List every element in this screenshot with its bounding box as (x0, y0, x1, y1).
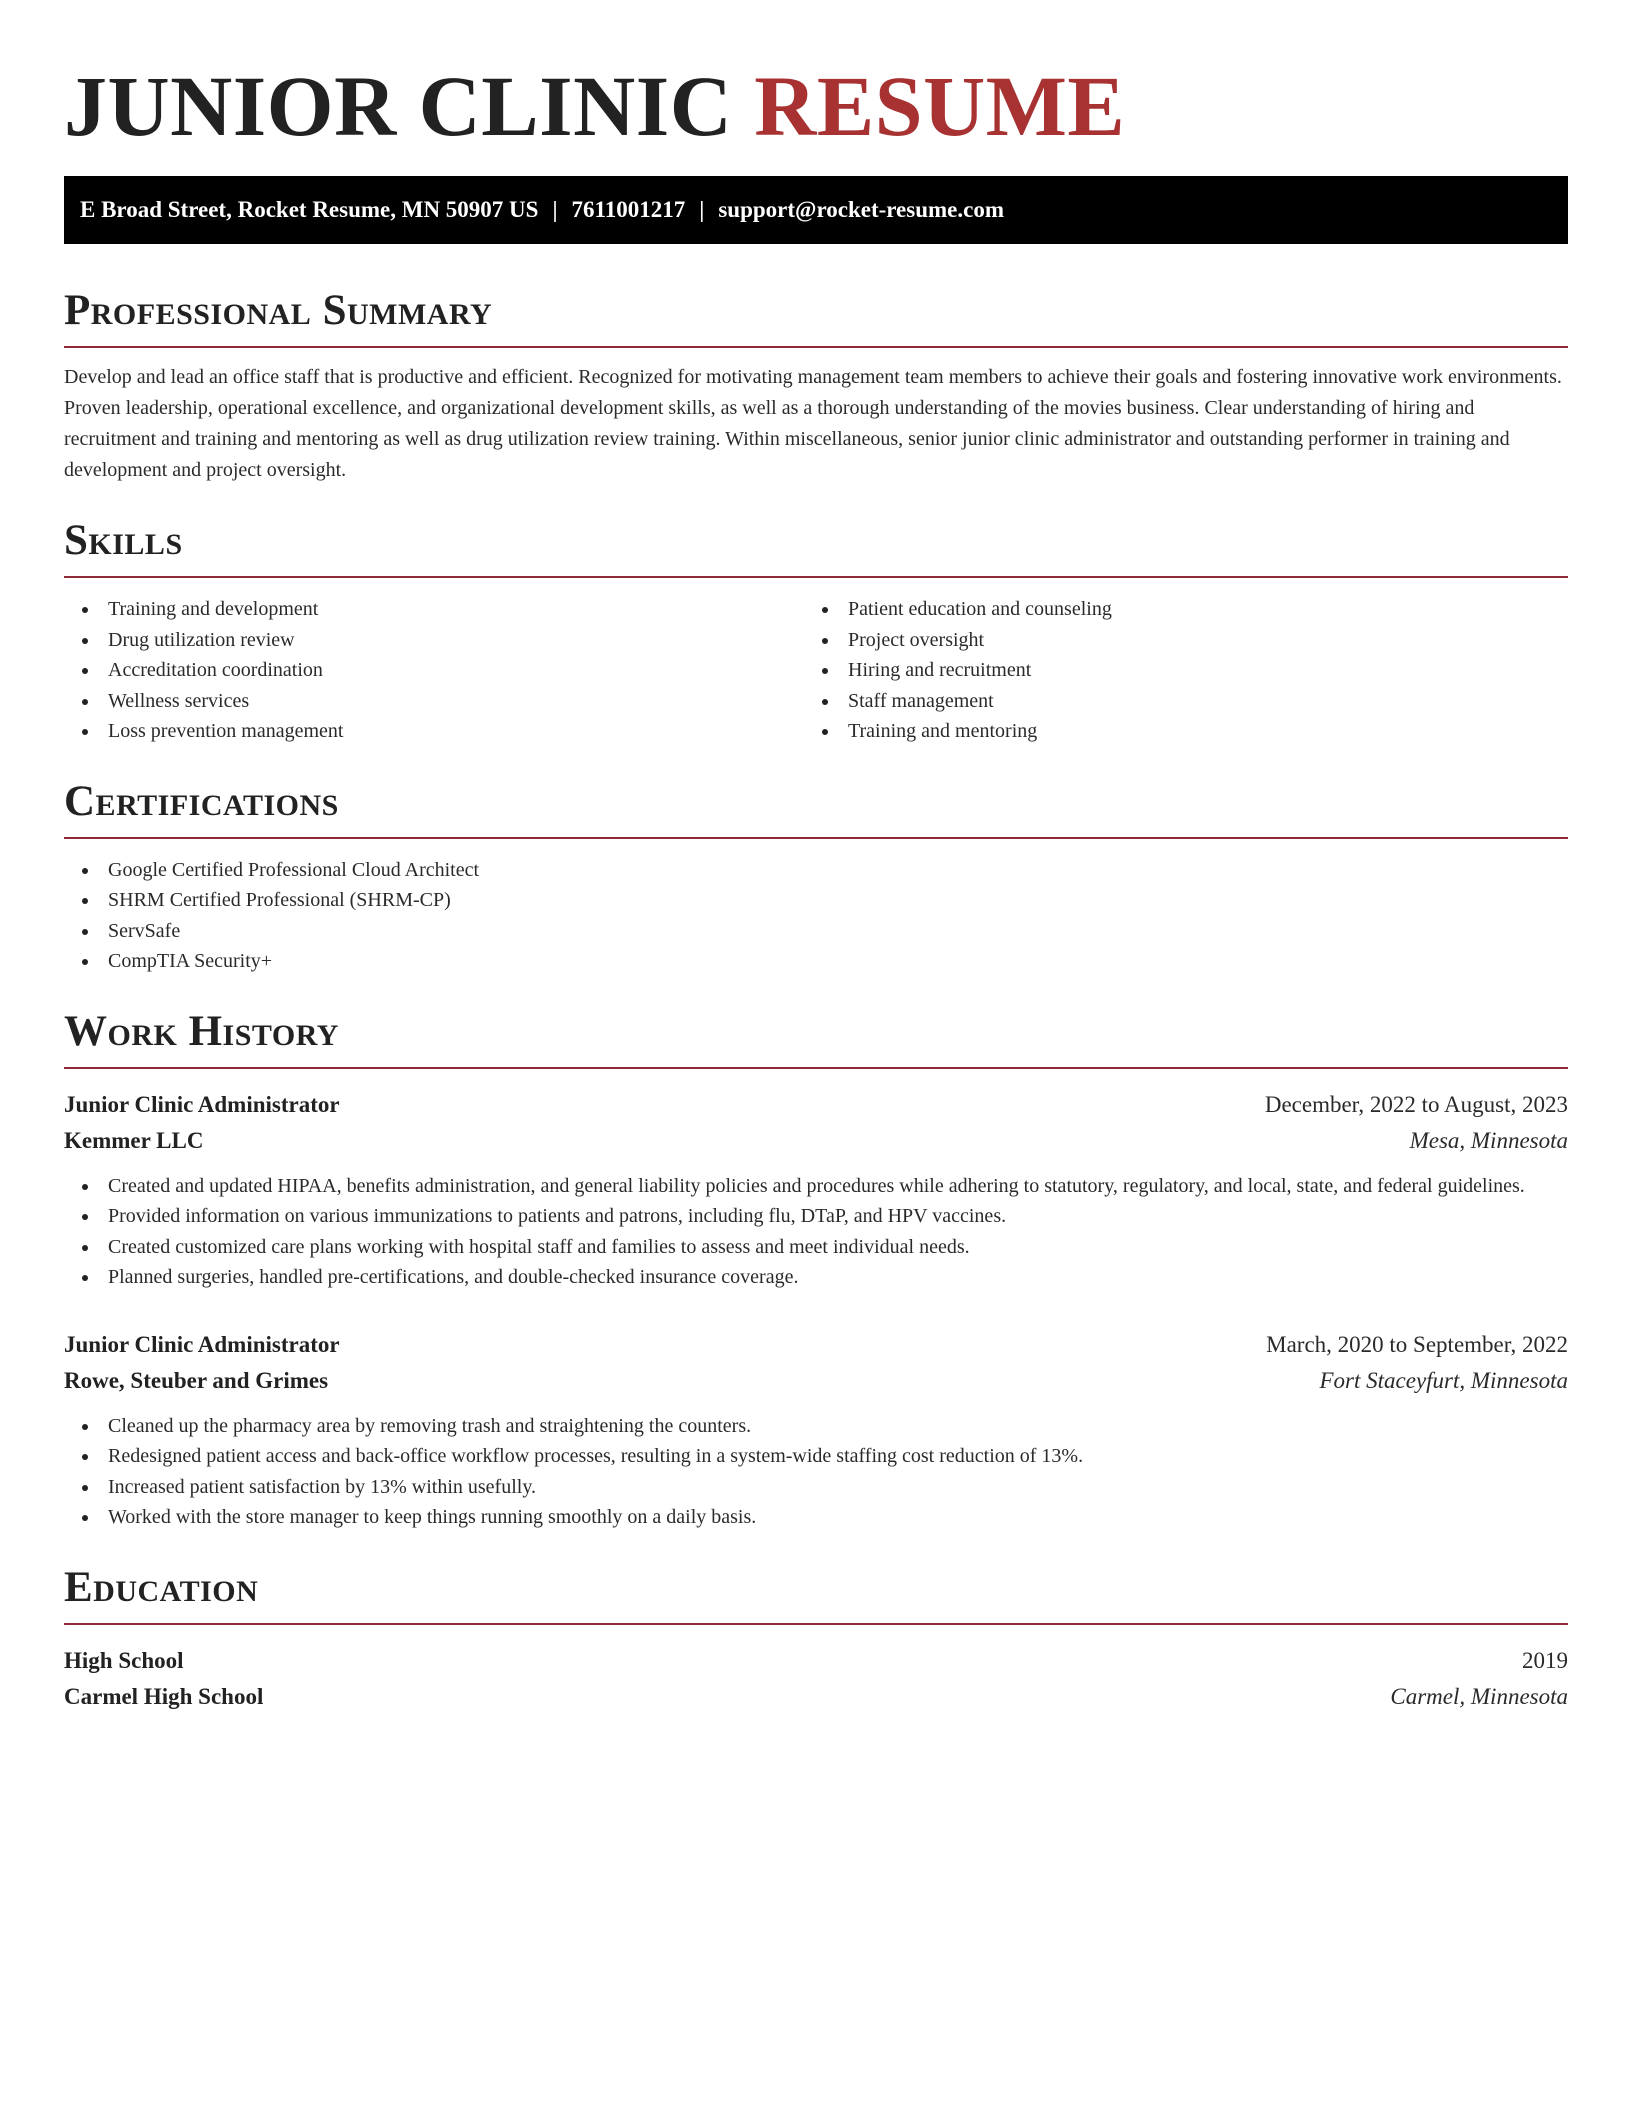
certification-item: ServSafe (64, 916, 1568, 947)
skills-grid (64, 594, 1568, 747)
contact-phone: 7611001217 (571, 197, 686, 222)
certifications-list (64, 855, 1568, 977)
education-location: Carmel, Minnesota (1390, 1683, 1568, 1709)
title-main: JUNIOR CLINIC (64, 58, 733, 154)
job-title: Junior Clinic Administrator (64, 1331, 340, 1357)
summary-text: Develop and lead an office staff that is productive and efficient. Recognized for motivating management team members to achieve their goals and fostering innovative work environments. Proven leadership, operational excellence, and organizational development skills, as well as a thorough understanding of the movies business. Clear understanding of hiring and recruitment and training and mentoring as well as drug utilization review training. Within miscellaneous, senior junior clinic administrator and outstanding performer in training and development and project oversight. (64, 366, 1562, 481)
contact-separator: | (552, 197, 558, 222)
skill-item: Wellness services (64, 686, 804, 717)
section-title-education: Education (64, 1563, 259, 1611)
resume-title (64, 0, 1568, 166)
job-bullets (64, 1411, 1568, 1533)
job-bullet: Planned surgeries, handled pre-certifications, and double-checked insurance coverage. (64, 1262, 1568, 1293)
skill-item: Training and development (64, 594, 804, 625)
job-bullet: Created and updated HIPAA, benefits administration, and general liability policies and procedures while adhering to statutory, regulatory, and local, state, and federal guidelines. (64, 1171, 1568, 1202)
skill-item: Project oversight (804, 625, 1544, 656)
section-title-work-history: Work History (64, 1007, 339, 1055)
job-bullet: Created customized care plans working with hospital staff and families to assess and meet individual needs. (64, 1232, 1568, 1263)
job-bullets (64, 1171, 1568, 1293)
section-title-summary: Professional Summary (64, 287, 493, 334)
certifications-section (64, 777, 1568, 977)
skill-item: Staff management (804, 686, 1544, 717)
section-divider (64, 346, 1568, 348)
job-location: Mesa, Minnesota (1409, 1127, 1568, 1153)
section-divider (64, 576, 1568, 578)
job-subheader-row (64, 1123, 1568, 1159)
education-section (64, 1563, 1568, 1715)
job-company: Kemmer LLC (64, 1127, 204, 1153)
contact-address: E Broad Street, Rocket Resume, MN 50907 US (80, 197, 539, 222)
job-header-row (64, 1087, 1568, 1123)
skill-item: Hiring and recruitment (804, 655, 1544, 686)
resume-page (64, 0, 1568, 1715)
education-entry (64, 1643, 1568, 1715)
certification-item: SHRM Certified Professional (SHRM-CP) (64, 885, 1568, 916)
skills-section (64, 516, 1568, 747)
skills-column-right (804, 594, 1544, 747)
education-school: Carmel High School (64, 1683, 264, 1709)
skill-item: Patient education and counseling (804, 594, 1544, 625)
skill-item: Accreditation coordination (64, 655, 804, 686)
job-subheader-row (64, 1363, 1568, 1399)
education-year: 2019 (1522, 1647, 1568, 1673)
contact-bar (64, 176, 1568, 244)
job-bullet: Cleaned up the pharmacy area by removing trash and straightening the counters. (64, 1411, 1568, 1442)
section-title-certifications: Certifications (64, 777, 339, 825)
education-subheader-row (64, 1679, 1568, 1715)
education-degree: High School (64, 1647, 184, 1673)
job-title: Junior Clinic Administrator (64, 1091, 340, 1117)
section-title-skills: Skills (64, 517, 183, 564)
job-bullet: Worked with the store manager to keep things running smoothly on a daily basis. (64, 1502, 1568, 1533)
job-bullet: Increased patient satisfaction by 13% within usefully. (64, 1472, 1568, 1503)
job-dates: December, 2022 to August, 2023 (1264, 1091, 1568, 1117)
job-bullet: Provided information on various immunizations to patients and patrons, including flu, DTaP, and HPV vaccines. (64, 1201, 1568, 1232)
skills-column-left (64, 594, 804, 747)
certification-item: Google Certified Professional Cloud Architect (64, 855, 1568, 886)
skill-item: Training and mentoring (804, 716, 1544, 747)
education-header-row (64, 1643, 1568, 1679)
job-entry (64, 1327, 1568, 1533)
job-entry (64, 1087, 1568, 1293)
job-location: Fort Staceyfurt, Minnesota (1319, 1367, 1568, 1393)
section-divider (64, 1623, 1568, 1625)
work-history-section (64, 1007, 1568, 1533)
skill-item: Loss prevention management (64, 716, 804, 747)
skill-item: Drug utilization review (64, 625, 804, 656)
section-divider (64, 1067, 1568, 1069)
job-dates: March, 2020 to September, 2022 (1266, 1331, 1568, 1357)
title-accent: RESUME (754, 58, 1126, 154)
certification-item: CompTIA Security+ (64, 946, 1568, 977)
job-header-row (64, 1327, 1568, 1363)
section-divider (64, 837, 1568, 839)
job-company: Rowe, Steuber and Grimes (64, 1367, 329, 1393)
job-bullet: Redesigned patient access and back-office workflow processes, resulting in a system-wide staffing cost reduction of 13%. (64, 1441, 1568, 1472)
contact-separator: | (699, 197, 705, 222)
summary-section (64, 286, 1568, 486)
contact-email[interactable]: support@rocket-resume.com (718, 197, 1004, 222)
